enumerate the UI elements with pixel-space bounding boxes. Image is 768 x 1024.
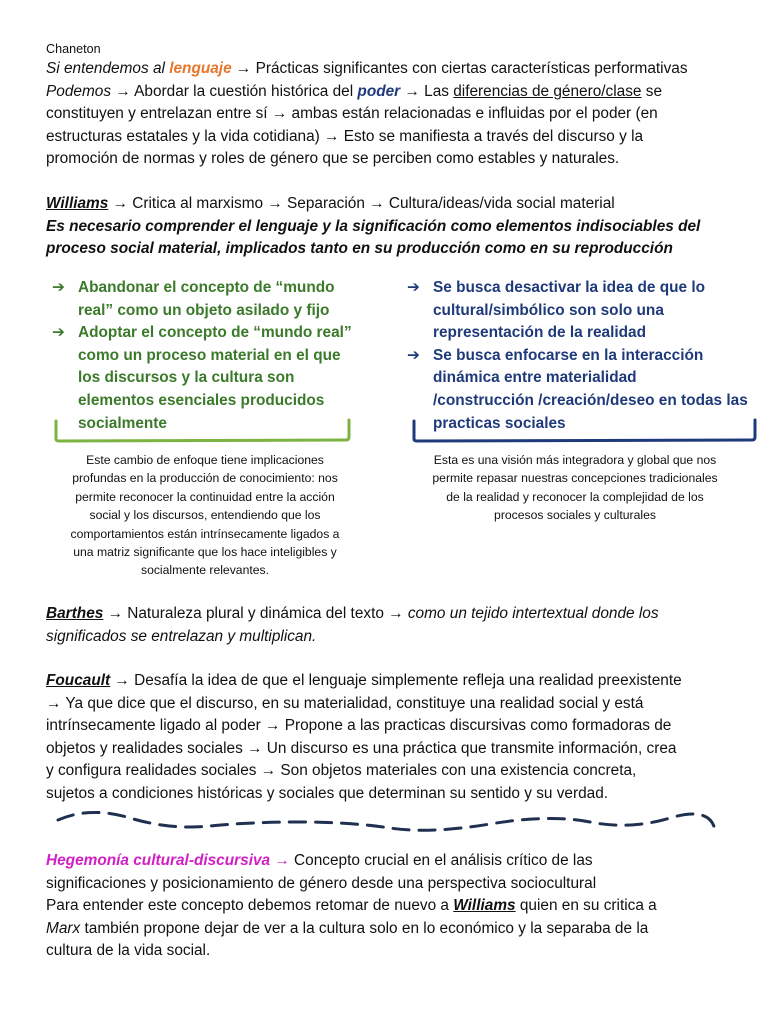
arrow-icon: → — [267, 195, 283, 212]
left-note: Este cambio de enfoque tiene implicaciones profundas en la producción de conocimiento: nos permite reconocer la continuidad entre la acción social y los discursos, entendiendo que los comportamientos están intrínsecamente ligados a una matriz significante que los hace inteligibles y socialmente relevantes. — [70, 453, 340, 578]
right-item-1: ➔ Se busca desactivar la idea de que lo cultural/simbólico son solo una representación de la realidad — [407, 279, 706, 342]
foucault-line-3: intrínsecamente ligado al poder → Propone a las practicas discursivas como formadoras de — [46, 717, 672, 735]
barthes-line-1: Barthes → Naturaleza plural y dinámica del texto → como un tejido intertextual donde los — [46, 605, 659, 622]
barthes-name: Barthes — [46, 605, 104, 622]
arrow-icon: → — [112, 195, 128, 212]
foucault-line-6: sujetos a condiciones históricas y sociales que determinan su sentido y su verdad. — [46, 784, 609, 802]
hegemonia-line-4: Marx también propone dejar de ver a la cultura solo en lo económico y la separaba de la — [46, 919, 649, 937]
hegemonia-section — [46, 850, 746, 963]
intro-line-1: Si entendemos al lenguaje → Prácticas significantes con ciertas características performativas — [46, 60, 688, 77]
bullet-arrow-icon: ➔ — [52, 279, 65, 296]
author-label: Chaneton — [46, 42, 101, 56]
williams-line-1: Williams → Critica al marxismo → Separación → Cultura/ideas/vida social material — [46, 195, 615, 212]
williams-name: Williams — [46, 195, 109, 212]
foucault-line-4: objetos y realidades sociales → Un discurso es una práctica que transmite información, crea — [46, 739, 677, 757]
barthes-line-2: significados se entrelazan y multiplican. — [46, 627, 317, 645]
left-box — [52, 277, 382, 435]
left-item-1: ➔ Abandonar el concepto de “mundo real” como un objeto asilado y fijo — [52, 279, 335, 319]
intro-line-2: Podemos → Abordar la cuestión histórica del poder → Las diferencias de género/clase se — [46, 82, 662, 100]
arrow-icon: → — [235, 60, 252, 77]
bullet-arrow-icon: ➔ — [52, 324, 65, 342]
arrow-icon: → — [247, 739, 263, 757]
arrow-icon: → — [115, 82, 131, 100]
arrow-icon: → — [271, 105, 288, 123]
foucault-section — [46, 670, 746, 806]
foucault-name: Foucault — [46, 672, 111, 689]
intro-paragraph — [46, 58, 736, 171]
arrow-icon: → — [107, 605, 123, 622]
hegemonia-line-3: Para entender este concepto debemos retomar de nuevo a Williams quien en su critica a — [46, 897, 657, 915]
williams-line-2: Es necesario comprender el lenguaje y la significación como elementos indisociables del — [46, 217, 701, 235]
barthes-section — [46, 603, 746, 648]
right-item-2: ➔ Se busca enfocarse en la interacción dinámica entre materialidad /construcción /creación/deseo en todas las practicas sociales — [407, 346, 748, 432]
arrow-icon: → — [274, 852, 290, 869]
bullet-arrow-icon: ➔ — [407, 279, 420, 296]
arrow-icon: → — [260, 762, 277, 780]
foucault-line-2: → Ya que dice que el discurso, en su materialidad, constituye una realidad social y está — [46, 694, 644, 712]
intro-line-4: estructuras estatales y la vida cotidiana) → Esto se manifiesta a través del discurso y la — [46, 127, 644, 145]
right-note: Esta es una visión más integradora y global que nos permite repasar nuestras concepciones tradicionales de la realidad y reconocer la complejidad de los procesos sociales y culturales — [432, 453, 718, 523]
foucault-line-1: Foucault → Desafía la idea de que el lenguaje simplemente refleja una realidad preexistente — [46, 672, 682, 689]
arrow-icon: → — [404, 82, 420, 100]
intro-line-5: promoción de normas y roles de género que se perciben como estables y naturales. — [46, 150, 620, 168]
foucault-line-5: y configura realidades sociales → Son objetos materiales con una existencia concreta, — [46, 762, 637, 780]
arrow-icon: → — [324, 127, 340, 145]
arrow-icon: → — [265, 717, 281, 735]
arrow-icon: → — [388, 605, 404, 622]
hegemonia-title: Hegemonía cultural-discursiva — [46, 852, 271, 869]
arrow-icon: → — [46, 694, 62, 712]
right-box — [407, 277, 763, 435]
hegemonia-line-1: Hegemonía cultural-discursiva → Concepto crucial en el análisis crítico de las — [46, 852, 593, 869]
bullet-arrow-icon: ➔ — [407, 346, 420, 364]
left-item-2: ➔ Adoptar el concepto de “mundo real” como un proceso material en el que los discursos y la cultura son elementos esenciales producidos socialmente — [52, 324, 352, 432]
right-bracket — [408, 418, 762, 444]
arrow-icon: → — [369, 195, 385, 212]
wavy-divider — [50, 804, 720, 838]
williams-section — [46, 193, 746, 261]
hegemonia-line-2: significaciones y posicionamiento de género desde una perspectiva sociocultural — [46, 874, 597, 892]
intro-line-3: constituyen y entrelazan entre sí → ambas están relacionadas e influidas por el poder (en — [46, 105, 658, 123]
hegemonia-line-5: cultura de la vida social. — [46, 942, 211, 960]
williams-line-3: proceso social material, implicados tanto en su producción como en su reproducción — [46, 240, 673, 258]
left-bracket — [50, 418, 356, 444]
arrow-icon: → — [114, 672, 130, 689]
